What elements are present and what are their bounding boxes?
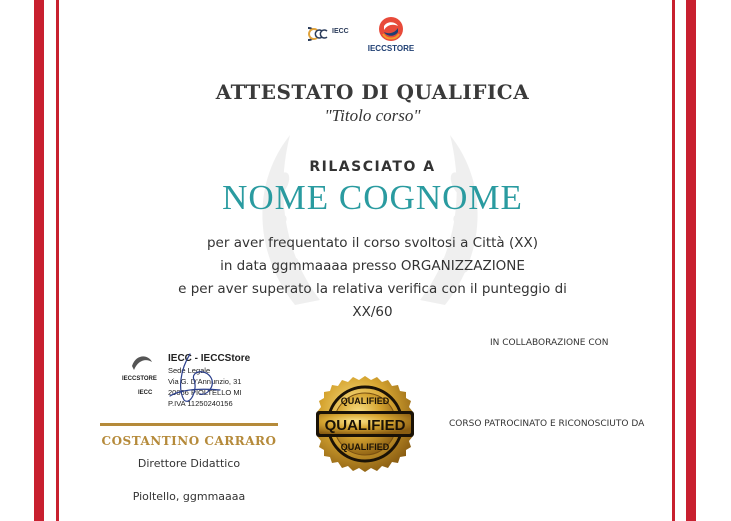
ieccstore-logo-icon: [378, 16, 404, 44]
seal-center-text: QUALIFIED: [324, 417, 406, 434]
sponsorship-label: CORSO PATROCINATO E RICONOSCIUTO DA: [449, 419, 645, 429]
stamp-line-4: P.IVA 11250240156: [168, 399, 233, 408]
stamp-small-logo-2: IECC: [138, 390, 153, 396]
stamp-line-2: Via G. D'Annunzio, 31: [168, 377, 242, 386]
left-outer-border: [34, 0, 44, 521]
seal-bottom-text: QUALIFIED: [340, 442, 390, 452]
seal-top-text: QUALIFIED: [340, 396, 390, 406]
collaboration-label: IN COLLABORAZIONE CON: [490, 338, 609, 348]
director-role: Direttore Didattico: [137, 457, 241, 470]
stamp-company-name: IECC - IECCStore: [168, 353, 251, 364]
stamp-line-1: Sede Legale: [168, 366, 211, 375]
issued-to-label: RILASCIATO A: [309, 159, 436, 175]
score-line: XX/60: [352, 304, 393, 320]
left-inner-border: [56, 0, 59, 521]
iecc-logo-text: IECC: [332, 28, 349, 35]
director-name: COSTANTINO CARRARO: [101, 434, 277, 448]
stamp-small-logo-1: IECCSTORE: [122, 376, 157, 382]
qualified-seal-icon: [314, 374, 416, 474]
body-line-2: in data ggmmaaaa presso ORGANIZZAZIONE: [220, 258, 525, 274]
certificate-title: ATTESTATO DI QUALIFICA: [215, 80, 530, 104]
body-line-3: e per aver superato la relativa verifica con il punteggio di: [178, 281, 567, 297]
right-inner-border: [672, 0, 675, 521]
signature-divider: [100, 423, 278, 426]
right-outer-border: [686, 0, 696, 521]
recipient-name: NOME COGNOME: [222, 178, 523, 217]
handwritten-signature: [150, 350, 230, 410]
course-title: "Titolo corso": [324, 106, 421, 125]
body-line-1: per aver frequentato il corso svoltosi a Città (XX): [206, 235, 539, 251]
place-date: Pioltello, ggmmaaaa: [132, 490, 246, 503]
ieccstore-logo-text: IECCSTORE: [367, 44, 415, 53]
stamp-line-3: 20066 PIOLTELLO MI: [168, 388, 242, 397]
